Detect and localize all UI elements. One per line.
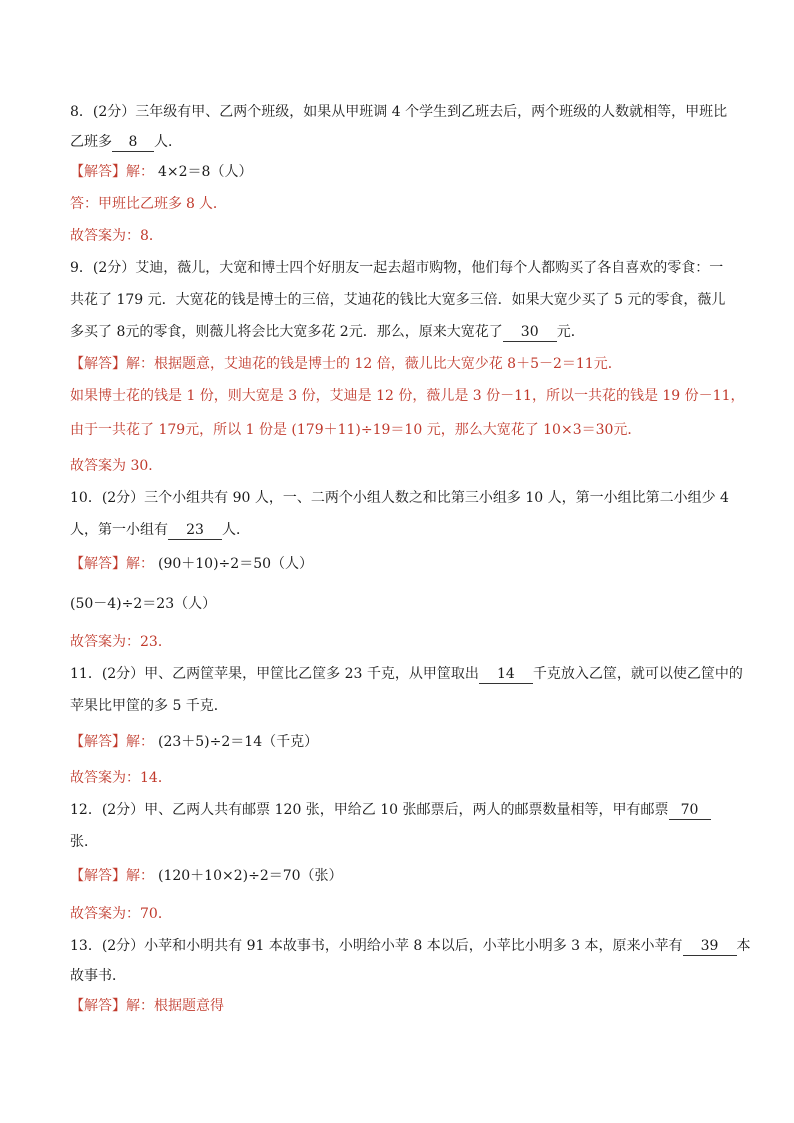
q9-solution-text2: 如果博士花的钱是 1 份，则大宽是 3 份，艾迪是 12 份，薇儿是 3 份－11，所以一共花的钱是 19 份－11， bbox=[70, 388, 745, 404]
q9-final-text: 故答案为 30． bbox=[70, 458, 163, 474]
q13-stem-text: 13．(2分）小苹和小明共有 91 本故事书，小明给小苹 8 本以后，小苹比小明多 3 本，原来小苹有 bbox=[70, 938, 683, 954]
q9-stem-line2 bbox=[70, 290, 725, 310]
q8-stem-text: 8．(2分）三年级有甲、乙两个班级，如果从甲班调 4 个学生到乙班去后，两个班级的人数就相等，甲班比 bbox=[70, 104, 728, 120]
q8-solution-label: 解： bbox=[126, 164, 154, 180]
q9-final-line bbox=[70, 456, 162, 476]
q12-stem-text2: 张． bbox=[70, 834, 98, 850]
q9-stem-text3: 多买了 8元的零食，则薇儿将会比大宽多花 2元．那么，原来大宽花了 bbox=[70, 324, 503, 340]
q8-solution-expr: 4×2＝8（人） bbox=[158, 164, 253, 180]
q10-stem-line1 bbox=[70, 488, 729, 508]
q10-final-line bbox=[70, 632, 172, 652]
q11-stem-line2 bbox=[70, 696, 228, 716]
q12-solution-text1: (120＋10×2)÷2＝70（张） bbox=[158, 868, 343, 884]
q11-stem-text3: 苹果比甲筐的多 5 千克． bbox=[70, 698, 228, 714]
q9-solution-text3: 由于一共花了 179元，所以 1 份是 (179＋11)÷19＝10 元，那么大宽花了 10×3＝30元． bbox=[70, 422, 642, 438]
q10-final-text: 故答案为：23． bbox=[70, 634, 172, 650]
q9-solution-line1 bbox=[70, 354, 622, 374]
q12-solution-tag: 【解答】 bbox=[70, 868, 126, 884]
q11-solution-tag: 【解答】 bbox=[70, 734, 126, 750]
q13-solution-text1: 根据题意得 bbox=[154, 998, 224, 1014]
q12-solution-label: 解： bbox=[126, 868, 154, 884]
q10-solution-text1: (90＋10)÷2＝50（人） bbox=[158, 556, 314, 572]
q10-solution-line2 bbox=[70, 594, 216, 614]
q9-stem-line3 bbox=[70, 322, 585, 342]
q12-final-line bbox=[70, 904, 172, 924]
q8-answer-value: 8 bbox=[186, 196, 195, 212]
q8-stem-text2: 乙班多 bbox=[70, 134, 112, 150]
q9-solution-line2 bbox=[70, 386, 744, 406]
q10-stem-text2: 人，第一小组有 bbox=[70, 522, 168, 538]
q9-stem-text2: 共花了 179 元．大宽花的钱是博士的三倍，艾迪花的钱比大宽多三倍．如果大宽少买了 5 元的零食，薇儿 bbox=[70, 292, 726, 308]
q13-solution-line1 bbox=[70, 996, 224, 1016]
q12-answer-blank: 70 bbox=[669, 801, 711, 820]
q11-stem-line1 bbox=[70, 664, 743, 684]
q11-final-text: 故答案为：14． bbox=[70, 770, 172, 786]
q11-solution-line1 bbox=[70, 732, 318, 752]
q13-stem-text2: 本 bbox=[736, 938, 751, 954]
q8-answer-blank: 8 bbox=[112, 133, 154, 152]
q13-solution-tag: 【解答】 bbox=[70, 998, 126, 1014]
q8-stem-line1 bbox=[70, 102, 727, 122]
q12-stem-line1 bbox=[70, 800, 711, 820]
q9-stem-line1 bbox=[70, 258, 723, 278]
q8-answer-line bbox=[70, 194, 227, 214]
q8-answer-text2: 人． bbox=[198, 196, 227, 212]
q11-final-line bbox=[70, 768, 172, 788]
q9-stem-text: 9．(2分）艾迪，薇儿，大宽和博士四个好朋友一起去超市购物，他们每个人都购买了各自喜欢的零食：一 bbox=[70, 260, 724, 276]
q12-final-text: 故答案为：70． bbox=[70, 906, 172, 922]
q9-answer-blank: 30 bbox=[503, 323, 557, 342]
q10-solution-line1 bbox=[70, 554, 313, 574]
q11-solution-label: 解： bbox=[126, 734, 154, 750]
q10-stem-text: 10．(2分）三个小组共有 90 人，一、二两个小组人数之和比第三小组多 10 人，第一小组比第二小组少 4 bbox=[70, 490, 729, 506]
q8-answer-text: 答：甲班比乙班多 bbox=[70, 196, 182, 212]
q13-stem-text3: 故事书． bbox=[70, 968, 126, 984]
q9-solution-label: 解： bbox=[126, 356, 154, 372]
q9-solution-line3 bbox=[70, 420, 641, 440]
q8-final-line bbox=[70, 226, 163, 246]
q10-solution-text2: (50－4)÷2＝23（人） bbox=[70, 596, 217, 612]
q10-stem-line2 bbox=[70, 520, 250, 540]
q12-stem-text: 12．(2分）甲、乙两人共有邮票 120 张，甲给乙 10 张邮票后，两人的邮票数量相等，甲有邮票 bbox=[70, 802, 669, 818]
q9-stem-text4: 元． bbox=[556, 324, 585, 340]
q10-stem-text3: 人． bbox=[222, 522, 250, 538]
q9-solution-text1: 根据题意，艾迪花的钱是博士的 12 倍，薇儿比大宽少花 8＋5－2＝11元． bbox=[154, 356, 622, 372]
q8-stem-text3: 人． bbox=[154, 134, 182, 150]
q11-solution-text1: (23＋5)÷2＝14（千克） bbox=[158, 734, 319, 750]
q11-answer-blank: 14 bbox=[479, 665, 533, 684]
q13-stem-line2 bbox=[70, 966, 126, 986]
q10-solution-tag: 【解答】 bbox=[70, 556, 126, 572]
q9-solution-tag: 【解答】 bbox=[70, 356, 126, 372]
q11-stem-text: 11．(2分）甲、乙两筐苹果，甲筐比乙筐多 23 千克，从甲筐取出 bbox=[70, 666, 479, 682]
q8-solution-tag: 【解答】 bbox=[70, 164, 126, 180]
q13-stem-line1 bbox=[70, 936, 751, 956]
q13-solution-label: 解： bbox=[126, 998, 154, 1014]
q11-stem-text2: 千克放入乙筐，就可以使乙筐中的 bbox=[532, 666, 743, 682]
q8-final-text: 故答案为：8． bbox=[70, 228, 163, 244]
q10-solution-label: 解： bbox=[126, 556, 154, 572]
q13-answer-blank: 39 bbox=[683, 937, 737, 956]
q8-stem-line2 bbox=[70, 132, 182, 152]
q8-solution-line bbox=[70, 162, 252, 182]
q12-stem-line2 bbox=[70, 832, 98, 852]
q10-answer-blank: 23 bbox=[168, 521, 222, 540]
q12-solution-line1 bbox=[70, 866, 343, 886]
